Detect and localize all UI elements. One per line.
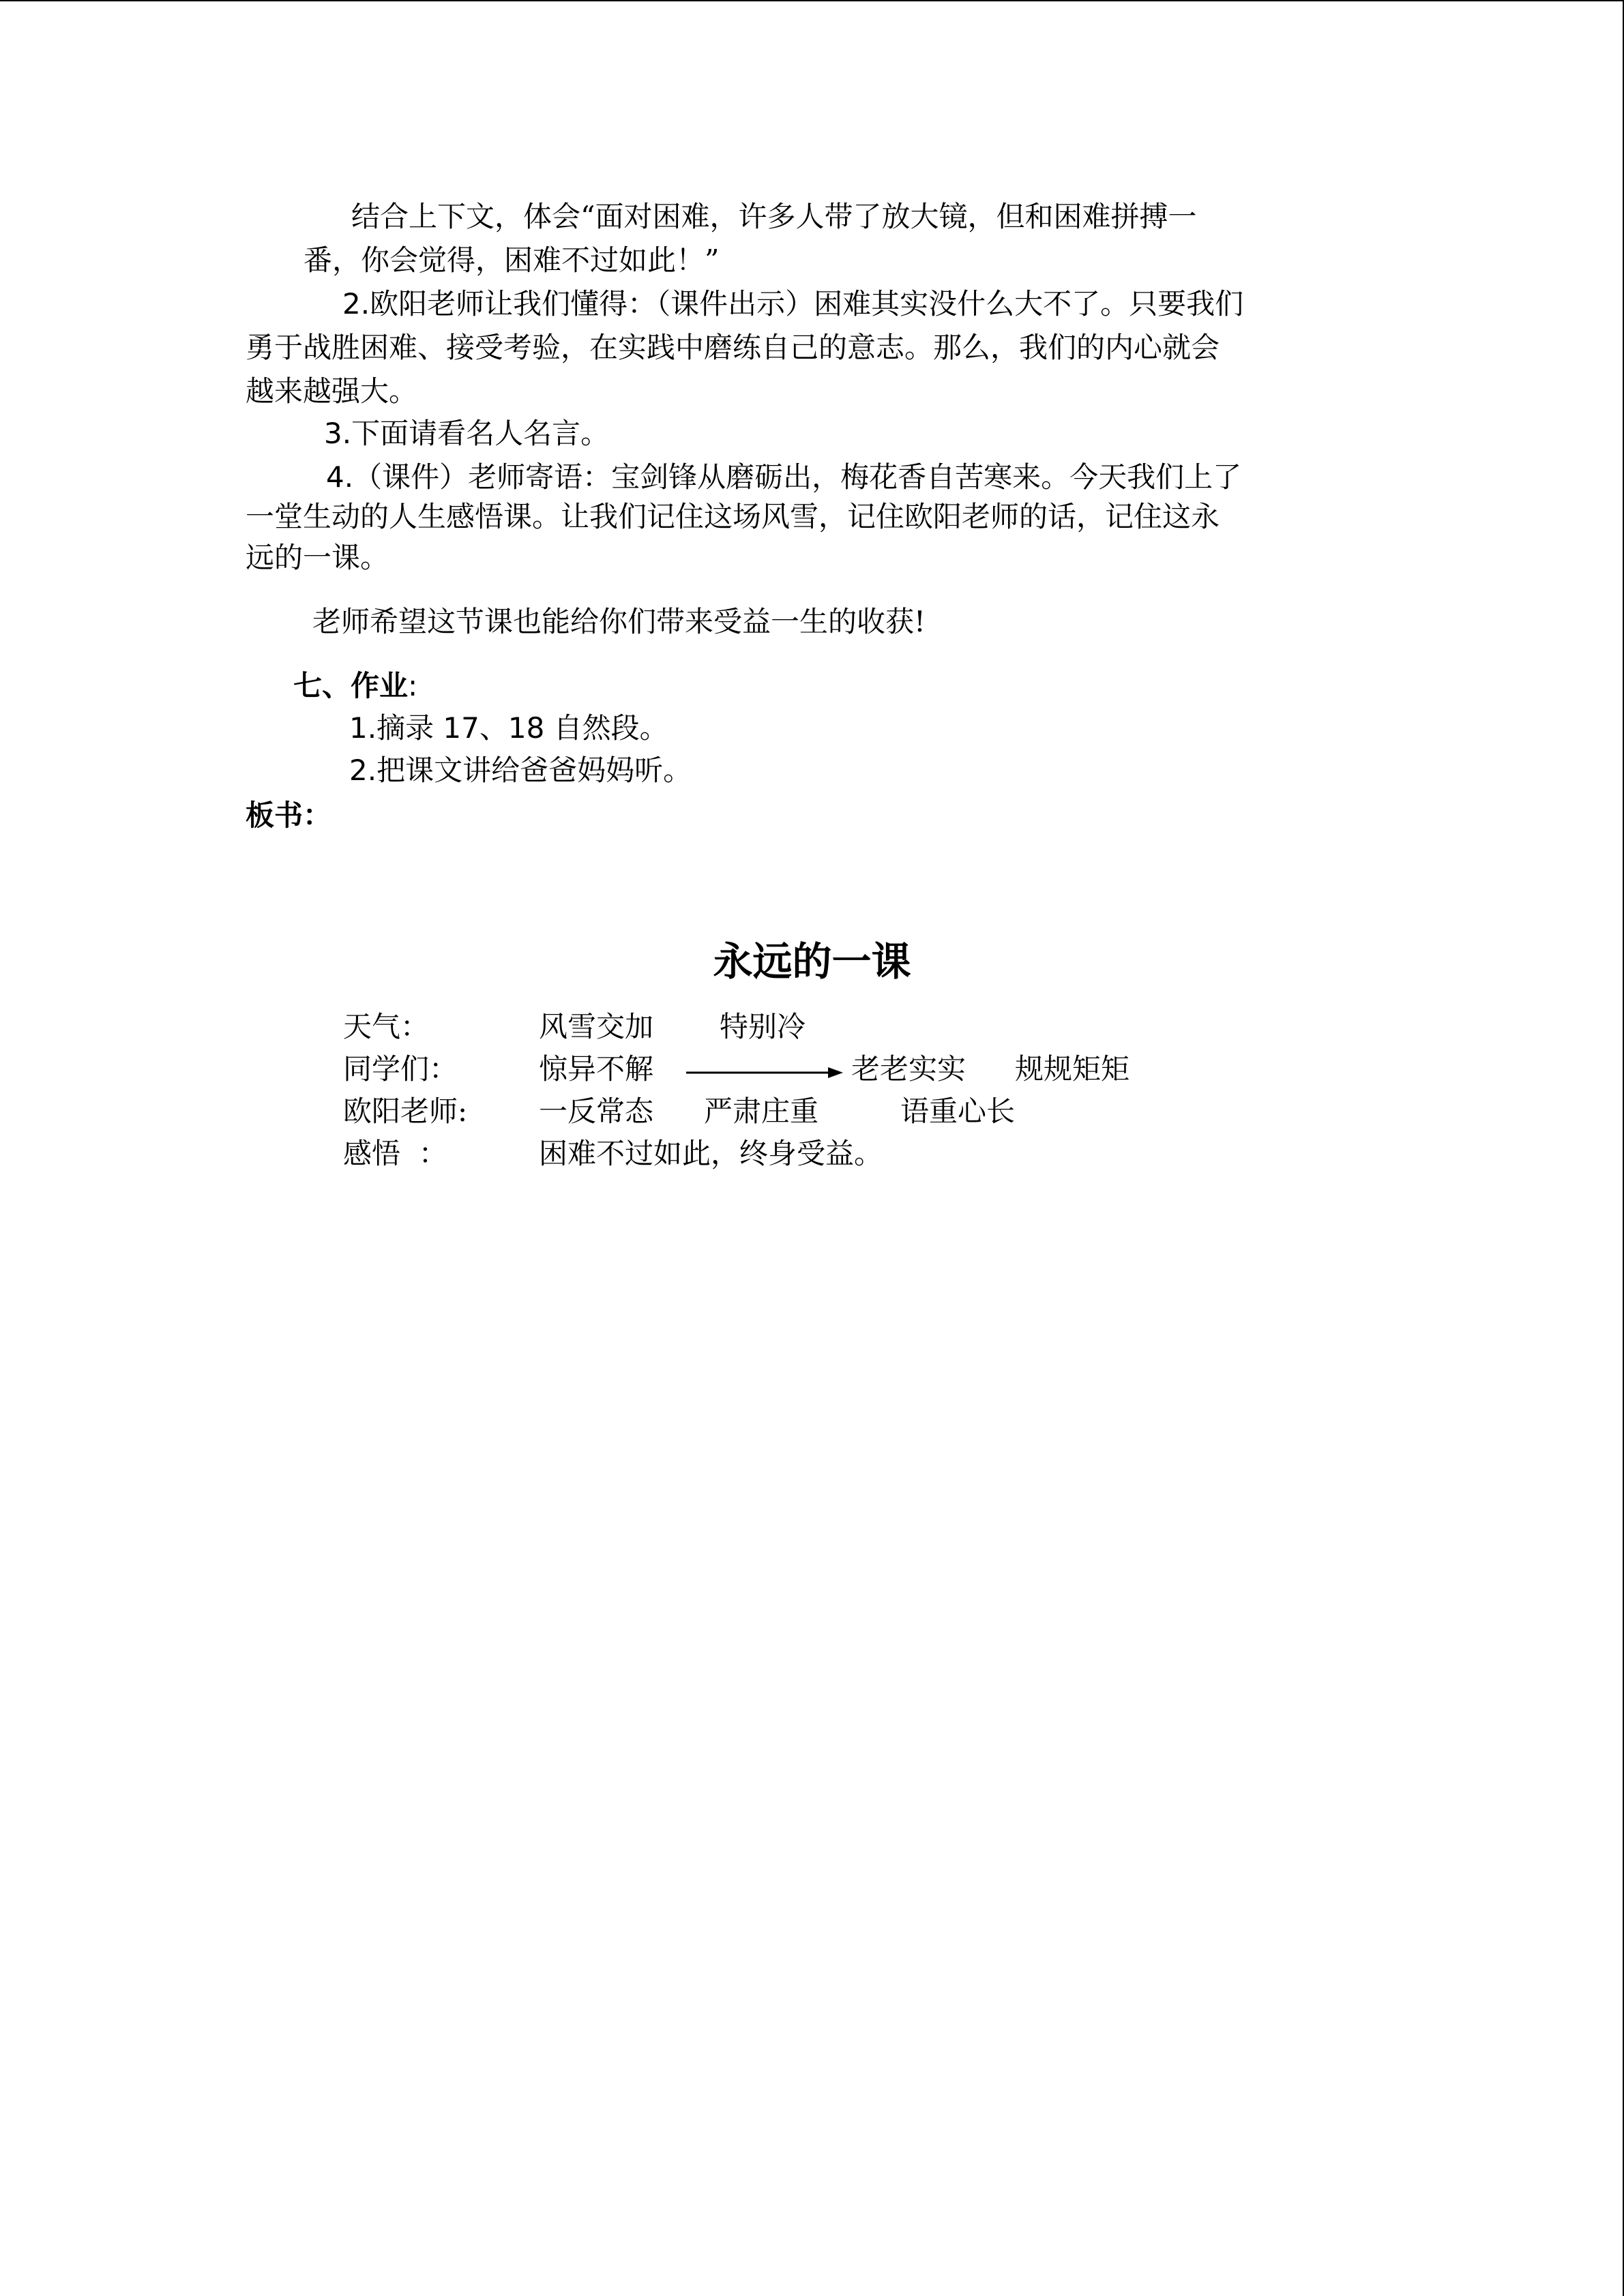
board-title: 永远的一课 [713, 938, 911, 985]
paragraph-2-text: 欧阳老师让我们懂得：（课件出示）困难其实没什么大不了。只要我们 [370, 287, 1244, 320]
homework-heading-colon: : [408, 669, 418, 702]
paragraph-2-line-1 [342, 282, 1243, 326]
paragraph-3-text: 下面请看名人名言。 [351, 417, 610, 450]
board-row-label: 欧阳老师: [343, 1094, 468, 1128]
homework-item-2: 2.把课文讲给爸爸妈妈听。 [349, 754, 692, 787]
board-cell: 规规矩矩 [1015, 1052, 1130, 1086]
board-cell: 特别冷 [720, 1010, 806, 1043]
closing-line: 老师希望这节课也能给你们带来受益一生的收获! [312, 605, 926, 638]
board-cell: 惊异不解 [539, 1052, 654, 1086]
right-arrow-icon [683, 1047, 847, 1091]
board-cell: 一反常态 [539, 1094, 654, 1128]
homework-item-1: 1.摘录 17、18 自然段。 [349, 711, 668, 745]
paragraph-3-number: 3. [324, 417, 352, 450]
board-cell: 语重心长 [900, 1094, 1016, 1128]
homework-heading [293, 664, 417, 708]
board-cell: 严肃庄重 [704, 1094, 819, 1128]
board-cell: 风雪交加 [539, 1010, 654, 1043]
paragraph-4-text: （课件）老师寄语：宝剑锋从磨砺出，梅花香自苦寒来。今天我们上了 [353, 460, 1242, 494]
paragraph-4-number: 4. [326, 460, 354, 494]
paragraph-2-line-2: 勇于战胜困难、接受考验，在实践中磨练自己的意志。那么，我们的内心就会 [246, 331, 1220, 364]
paragraph-3 [324, 412, 609, 456]
paragraph-2-number: 2. [342, 287, 370, 320]
paragraph-4-line-1 [326, 456, 1241, 499]
board-cell: 老老实实 [851, 1052, 966, 1086]
paragraph-2-line-3: 越来越强大。 [246, 374, 418, 408]
board-row-label: 同学们： [343, 1052, 458, 1086]
board-heading: 板书： [246, 799, 332, 832]
paragraph-4-line-2: 一堂生动的人生感悟课。让我们记住这场风雪，记住欧阳老师的话，记住这永 [246, 500, 1220, 533]
paragraph-4-line-3: 远的一课。 [246, 541, 389, 574]
board-row-label: 感悟 ： [343, 1137, 447, 1170]
homework-heading-text: 七、作业 [293, 669, 409, 702]
paragraph-1-line-2: 番，你会觉得，困难不过如此！” [304, 243, 720, 277]
paragraph-1-line-1: 结合上下文，体会“面对困难，许多人带了放大镜，但和困难拼搏一 [351, 200, 1197, 233]
board-row-label: 天气： [343, 1010, 430, 1043]
board-cell: 困难不过如此，终身受益。 [539, 1137, 883, 1170]
